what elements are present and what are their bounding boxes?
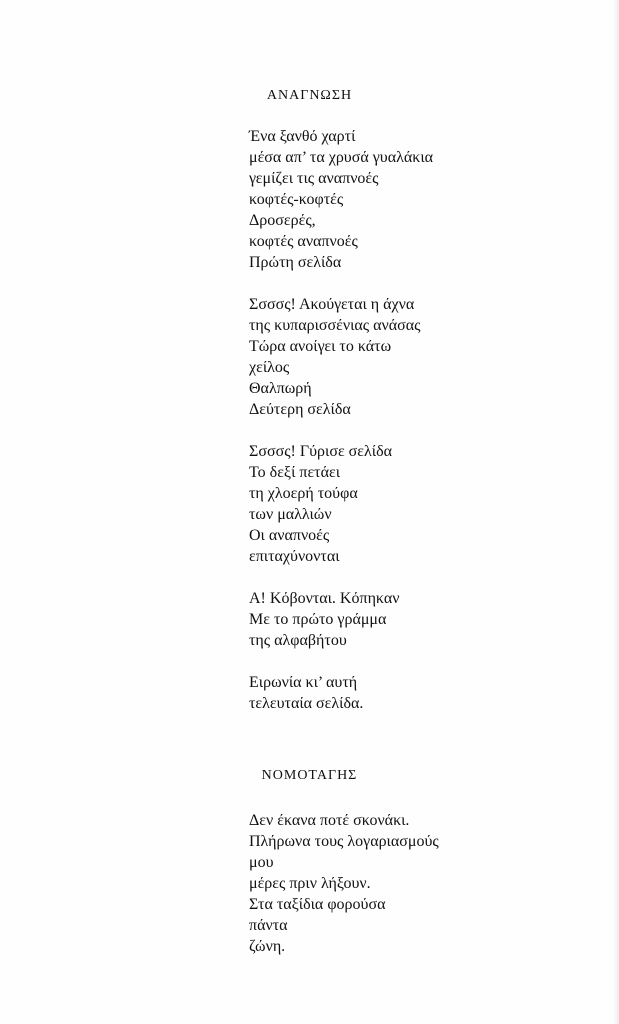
stanza bbox=[249, 672, 433, 714]
poem-line: Δεύτερη σελίδα bbox=[249, 401, 351, 418]
poem-title-anagnosi: ΑΝΑΓΝΩΣΗ bbox=[266, 88, 353, 103]
poem-line: μέσα απ’ τα χρυσά γυαλάκια bbox=[249, 149, 433, 166]
stanza-gap bbox=[249, 420, 433, 441]
poem-line: Με το πρώτο γράμμα bbox=[249, 611, 387, 628]
poem-line: πάντα bbox=[249, 917, 288, 934]
poem-line: των μαλλιών bbox=[249, 506, 332, 523]
poem-line: Πρώτη σελίδα bbox=[249, 254, 342, 271]
stanza-gap bbox=[249, 273, 433, 294]
poem-line: Α! Κόβονται. Κόπηκαν bbox=[249, 590, 400, 607]
poem-line: της κυπαρισσένιας ανάσας bbox=[249, 317, 421, 334]
poem-line: Οι αναπνοές bbox=[249, 527, 330, 544]
poem-line: τελευταία σελίδα. bbox=[249, 695, 364, 712]
stanza-gap bbox=[249, 651, 433, 672]
poem-line: χείλος bbox=[249, 359, 290, 376]
poem-title-nomotagis: ΝΟΜΟΤΑΓΗΣ bbox=[261, 768, 358, 783]
poem-line: Ένα ξανθό χαρτί bbox=[249, 128, 356, 145]
poem-body-nomotagis bbox=[249, 810, 439, 957]
stanza bbox=[249, 588, 433, 651]
stanza bbox=[249, 294, 433, 420]
poem-line: της αλφαβήτου bbox=[249, 632, 347, 649]
stanza bbox=[249, 441, 433, 567]
poem-body-anagnosi bbox=[249, 126, 433, 714]
poem-line: Δροσερές, bbox=[249, 212, 316, 229]
poem-line: Στα ταξίδια φορούσα bbox=[249, 896, 386, 913]
poem-line: Ειρωνία κι’ αυτή bbox=[249, 674, 358, 691]
stanza-gap bbox=[249, 567, 433, 588]
poem-line: Το δεξί πετάει bbox=[249, 464, 340, 481]
poem-line: Τώρα ανοίγει το κάτω bbox=[249, 338, 392, 355]
poem-line: Πλήρωνα τους λογαριασμούς bbox=[249, 833, 439, 850]
poem-line: μέρες πριν λήξουν. bbox=[249, 875, 371, 892]
poem-line: τη χλοερή τούφα bbox=[249, 485, 358, 502]
poem-line: ζώνη. bbox=[249, 938, 286, 955]
page-edge-shadow bbox=[613, 0, 619, 1024]
poem-line: Δεν έκανα ποτέ σκονάκι. bbox=[249, 812, 410, 829]
poem-line: κοφτές αναπνοές bbox=[249, 233, 358, 250]
poem-line: κοφτές-κοφτές bbox=[249, 191, 344, 208]
poem-line: επιταχύνονται bbox=[249, 548, 340, 565]
poem-line: γεμίζει τις αναπνοές bbox=[249, 170, 379, 187]
poem-line: Σσσσς! Γύρισε σελίδα bbox=[249, 443, 392, 460]
stanza bbox=[249, 126, 433, 273]
poem-line: Σσσσς! Ακούγεται η άχνα bbox=[249, 296, 415, 313]
stanza bbox=[249, 810, 439, 957]
poem-line: Θαλπωρή bbox=[249, 380, 312, 397]
poem-line: μου bbox=[249, 854, 274, 871]
